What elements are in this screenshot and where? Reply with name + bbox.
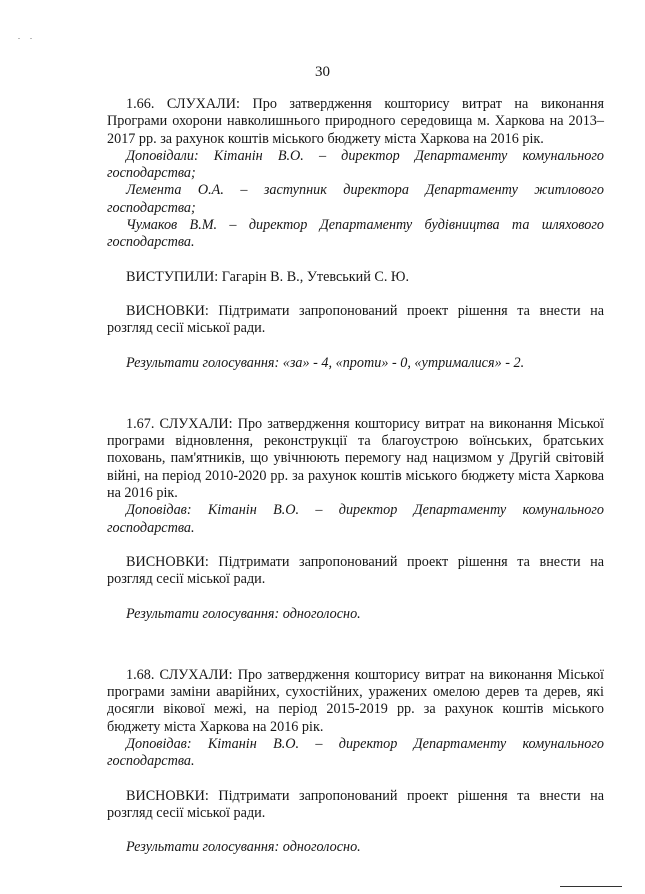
- speaker-line: Доповідав: Кітанін В.О. – директор Департаменту комунального господарства.: [107, 736, 604, 770]
- heard-paragraph: 1.68. СЛУХАЛИ: Про затвердження кошторису витрат на виконання Міської програми заміни аварійних, сухостійних, уражених омелою дерев та дерев, які досягли вікової межі, на період 2015-2019 рр. за рахунок коштів міського бюджету міста Харкова на 2016 рік.: [107, 666, 604, 735]
- speaker-line: Доповідали: Кітанін В.О. – директор Департаменту комунального господарства;: [107, 147, 604, 182]
- vote-result: Результати голосування: одноголосно.: [126, 839, 361, 856]
- vote-result: Результати голосування: «за» - 4, «проти» - 0, «утрималися» - 2.: [126, 354, 525, 371]
- page-edge-line: [560, 886, 622, 887]
- heard-paragraph: 1.66. СЛУХАЛИ: Про затвердження кошторису витрат на виконання Програми охорони навколишнього природного середовища м. Харкова на 2013–2017 рр. за рахунок коштів міського бюджету міста Харкова на 2016 рік.: [107, 96, 604, 147]
- scan-speck: [30, 38, 32, 39]
- speaker-line: Чумаков В.М. – директор Департаменту будівництва та шляхового господарства.: [107, 217, 604, 251]
- conclusion-paragraph: ВИСНОВКИ: Підтримати запропонований проект рішення та внести на розгляд сесії міської ради.: [107, 787, 604, 821]
- agenda-item-1-66: [107, 96, 604, 372]
- heard-paragraph: 1.67. СЛУХАЛИ: Про затвердження кошторису витрат на виконання Міської програми відновлення, реконструкції та благоустрою воїнських, братських поховань, пам'ятників, що увічнюють перемогу над нацизмом у Другій світовій війні, на період 2010-2020 рр. за рахунок коштів міського бюджету міста Харкова на 2016 рік.: [107, 415, 604, 502]
- speaker-line: Доповідав: Кітанін В.О. – директор Департаменту комунального господарства.: [107, 502, 604, 536]
- page-number: 30: [315, 64, 330, 80]
- spoke-paragraph: ВИСТУПИЛИ: Гагарін В. В., Утевський С. Ю.: [126, 268, 410, 285]
- speaker-line: Лемента О.А. – заступник директора Департаменту житлового господарства;: [107, 182, 604, 216]
- conclusion-paragraph: ВИСНОВКИ: Підтримати запропонований проект рішення та внести на розгляд сесії міської ради.: [107, 302, 604, 337]
- document-body: [107, 96, 604, 857]
- conclusion-paragraph: ВИСНОВКИ: Підтримати запропонований проект рішення та внести на розгляд сесії міської ради.: [107, 553, 604, 588]
- vote-result: Результати голосування: одноголосно.: [126, 605, 361, 622]
- agenda-item-1-67: [107, 416, 604, 623]
- scan-speck: [18, 38, 20, 39]
- agenda-item-1-68: [107, 667, 604, 857]
